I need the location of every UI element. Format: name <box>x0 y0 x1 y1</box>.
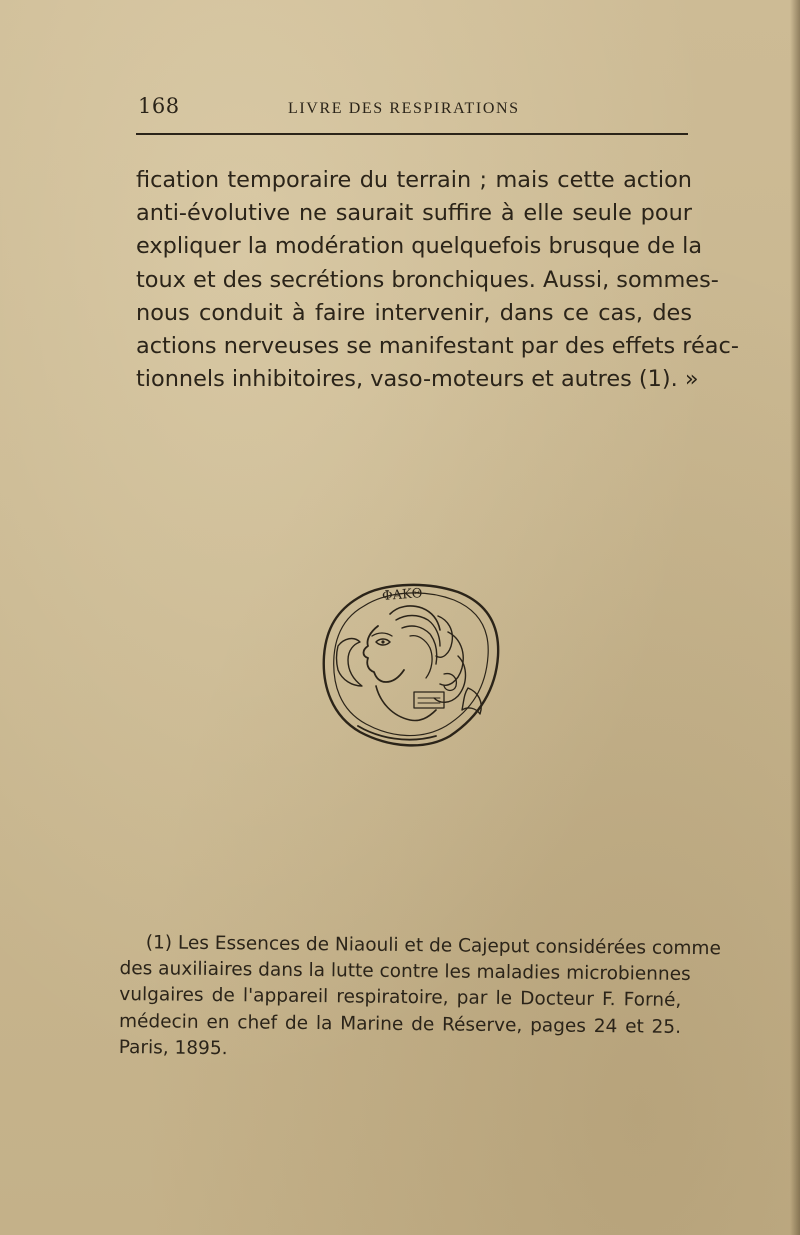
body-line: expliquer la modération quelquefois brusque de la <box>136 233 703 260</box>
body-line: actions nerveuses se manifestant par des effets réac- <box>136 333 739 360</box>
brow <box>372 633 392 636</box>
coin-inner-rim <box>334 593 489 736</box>
hair-2 <box>396 616 440 647</box>
face-profile <box>364 626 405 682</box>
running-head: LIVRE DES RESPIRATIONS <box>288 100 520 117</box>
body-line: anti-évolutive ne saurait suffire à elle seule pour <box>136 200 692 227</box>
body-line: fication temporaire du terrain ; mais cette action <box>136 167 692 193</box>
footnote <box>118 930 722 1067</box>
footnote-line: (1) Les Essences de Niaouli et de Cajeput considérées comme <box>145 932 722 960</box>
footnote-line: vulgaires de l'appareil respiratoire, par le Docteur F. Forné, <box>119 984 682 1012</box>
body-line: toux et des secrétions bronchiques. Aussi, sommes- <box>136 266 719 293</box>
body-line: nous conduit à faire intervenir, dans ce cas, des <box>136 299 692 326</box>
coin-illustration <box>318 576 502 752</box>
coin-tablet <box>414 692 444 708</box>
hair-4 <box>410 636 432 678</box>
dolphin-left <box>337 639 363 686</box>
page-header <box>138 94 688 124</box>
page-edge-shadow <box>790 0 800 1235</box>
coin-rim <box>324 585 498 745</box>
footnote-line: des auxiliaires dans la lutte contre les maladies microbiennes <box>119 958 691 986</box>
body-paragraph <box>136 164 739 396</box>
body-line: tionnels inhibitoires, vaso-moteurs et autres (1). » <box>136 366 699 393</box>
coin-inscription: ΦΑΚΘ <box>381 586 423 604</box>
header-rule <box>136 133 688 135</box>
footnote-line: médecin en chef de la Marine de Réserve, pages 24 et 25. <box>118 1010 682 1038</box>
hair-curl-3 <box>434 656 466 702</box>
page-number: 168 <box>138 94 180 118</box>
footnote-line: Paris, 1895. <box>118 1036 228 1059</box>
